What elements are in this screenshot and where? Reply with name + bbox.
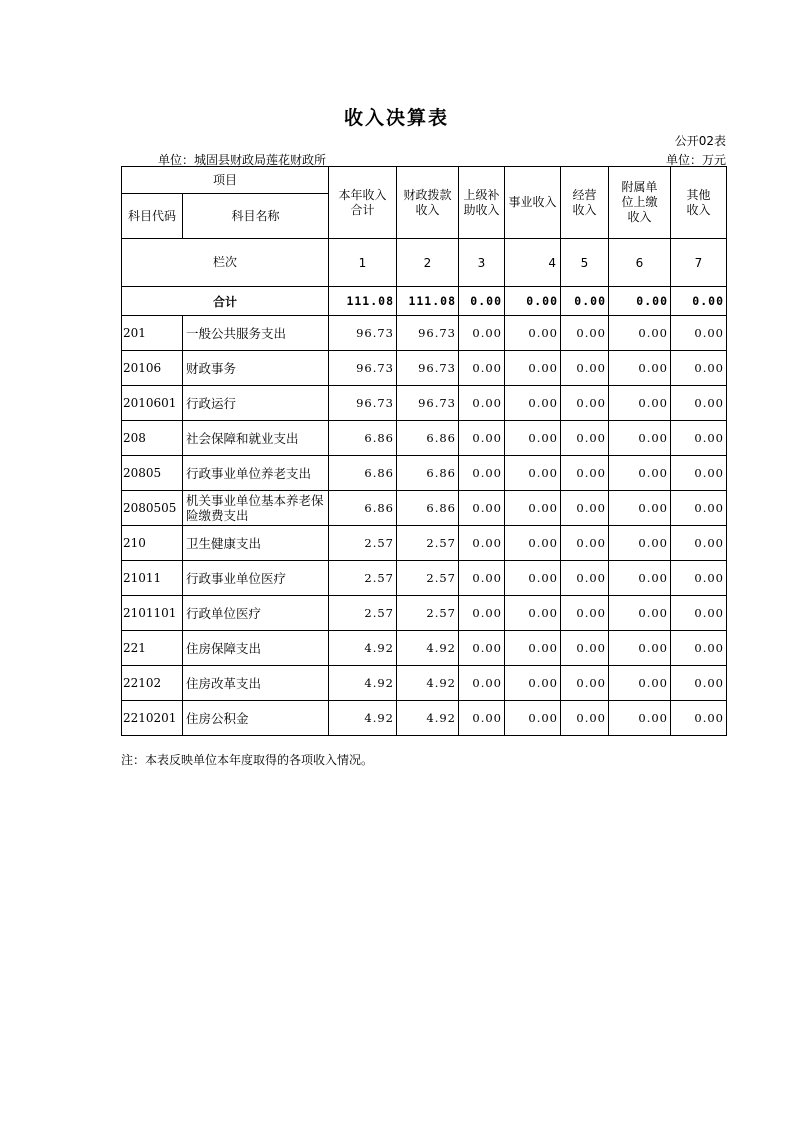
index-cell: 7 [671, 239, 727, 287]
subject-code-cell: 210 [122, 526, 183, 561]
amount-cell: 0.00 [561, 701, 609, 736]
subject-code-cell: 221 [122, 631, 183, 666]
total-cell: 111.08 [329, 287, 397, 316]
table-row [122, 386, 727, 421]
subject-name-cell: 住房改革支出 [183, 666, 329, 701]
amount-cell: 0.00 [561, 666, 609, 701]
total-cell: 0.00 [505, 287, 561, 316]
table-note: 注：本表反映单位本年度取得的各项收入情况。 [121, 753, 374, 767]
amount-cell: 0.00 [671, 421, 727, 456]
amount-cell: 0.00 [505, 596, 561, 631]
amount-cell: 0.00 [609, 631, 671, 666]
amount-cell: 0.00 [609, 386, 671, 421]
amount-cell: 0.00 [609, 316, 671, 351]
amount-cell: 0.00 [459, 596, 505, 631]
amount-cell: 0.00 [561, 316, 609, 351]
amount-cell: 0.00 [671, 701, 727, 736]
project-header: 项目 [122, 167, 329, 194]
table-row [122, 351, 727, 386]
amount-cell: 6.86 [329, 491, 397, 526]
col-header-business: 事业收入 [505, 167, 561, 239]
amount-cell: 0.00 [459, 456, 505, 491]
subject-code-cell: 2210201 [122, 701, 183, 736]
amount-cell: 0.00 [609, 561, 671, 596]
subject-name-cell: 行政事业单位医疗 [183, 561, 329, 596]
amount-cell: 0.00 [561, 421, 609, 456]
amount-cell: 96.73 [329, 351, 397, 386]
amount-cell: 4.92 [397, 666, 459, 701]
amount-cell: 0.00 [609, 456, 671, 491]
subject-code-cell: 20106 [122, 351, 183, 386]
amount-cell: 2.57 [397, 596, 459, 631]
amount-cell: 0.00 [505, 491, 561, 526]
amount-cell: 4.92 [329, 631, 397, 666]
total-cell: 0.00 [671, 287, 727, 316]
amount-cell: 0.00 [505, 456, 561, 491]
amount-cell: 0.00 [671, 351, 727, 386]
subject-code-cell: 208 [122, 421, 183, 456]
subject-code-cell: 201 [122, 316, 183, 351]
subject-name-cell: 住房保障支出 [183, 631, 329, 666]
table-row [122, 526, 727, 561]
subject-name-cell: 行政单位医疗 [183, 596, 329, 631]
amount-cell: 0.00 [505, 386, 561, 421]
amount-cell: 0.00 [459, 526, 505, 561]
amount-cell: 0.00 [505, 666, 561, 701]
amount-cell: 0.00 [609, 421, 671, 456]
amount-cell: 0.00 [561, 456, 609, 491]
amount-cell: 4.92 [329, 701, 397, 736]
amount-cell: 0.00 [459, 561, 505, 596]
table-row [122, 316, 727, 351]
amount-cell: 0.00 [609, 701, 671, 736]
amount-cell: 2.57 [397, 561, 459, 596]
amount-cell: 0.00 [561, 351, 609, 386]
amount-cell: 0.00 [671, 631, 727, 666]
amount-cell: 0.00 [505, 701, 561, 736]
amount-cell: 96.73 [329, 386, 397, 421]
subject-name-cell: 住房公积金 [183, 701, 329, 736]
amount-cell: 0.00 [459, 316, 505, 351]
subject-name-cell: 一般公共服务支出 [183, 316, 329, 351]
amount-cell: 0.00 [459, 631, 505, 666]
amount-cell: 0.00 [671, 316, 727, 351]
page-title: 收入决算表 [343, 107, 449, 129]
index-cell: 2 [397, 239, 459, 287]
currency-unit: 单位：万元 [665, 153, 726, 167]
table-row [122, 666, 727, 701]
amount-cell: 96.73 [329, 316, 397, 351]
col-header-fiscal: 财政拨款 收入 [397, 167, 459, 239]
col-header-subsidy: 上级补 助收入 [459, 167, 505, 239]
amount-cell: 0.00 [609, 491, 671, 526]
index-cell: 4 [505, 239, 561, 287]
amount-cell: 0.00 [671, 561, 727, 596]
subject-code-cell: 2080505 [122, 491, 183, 526]
amount-cell: 4.92 [329, 666, 397, 701]
table-row [122, 421, 727, 456]
table-row [122, 631, 727, 666]
subject-code-cell: 2010601 [122, 386, 183, 421]
amount-cell: 96.73 [397, 386, 459, 421]
amount-cell: 0.00 [561, 491, 609, 526]
index-cell: 3 [459, 239, 505, 287]
subject-code-cell: 2101101 [122, 596, 183, 631]
table-row [122, 701, 727, 736]
amount-cell: 4.92 [397, 631, 459, 666]
reporting-unit: 单位：城固县财政局莲花财政所 [158, 153, 327, 167]
form-number: 公开02表 [674, 134, 726, 148]
amount-cell: 0.00 [505, 631, 561, 666]
amount-cell: 0.00 [671, 666, 727, 701]
index-row-label: 栏次 [122, 239, 329, 287]
subject-name-cell: 行政运行 [183, 386, 329, 421]
amount-cell: 0.00 [561, 596, 609, 631]
subject-name-cell: 社会保障和就业支出 [183, 421, 329, 456]
index-cell: 1 [329, 239, 397, 287]
amount-cell: 6.86 [397, 491, 459, 526]
amount-cell: 0.00 [671, 386, 727, 421]
amount-cell: 0.00 [561, 526, 609, 561]
amount-cell: 0.00 [561, 386, 609, 421]
amount-cell: 2.57 [329, 561, 397, 596]
subject-name-cell: 机关事业单位基本养老保险缴费支出 [183, 491, 329, 526]
amount-cell: 0.00 [459, 421, 505, 456]
subject-name-cell: 行政事业单位养老支出 [183, 456, 329, 491]
total-cell: 0.00 [459, 287, 505, 316]
amount-cell: 0.00 [609, 666, 671, 701]
amount-cell: 2.57 [329, 596, 397, 631]
amount-cell: 0.00 [671, 491, 727, 526]
amount-cell: 0.00 [505, 526, 561, 561]
total-cell: 0.00 [561, 287, 609, 316]
amount-cell: 2.57 [329, 526, 397, 561]
subject-code-cell: 20805 [122, 456, 183, 491]
amount-cell: 96.73 [397, 316, 459, 351]
amount-cell: 0.00 [609, 596, 671, 631]
amount-cell: 6.86 [397, 421, 459, 456]
index-cell: 6 [609, 239, 671, 287]
amount-cell: 0.00 [459, 701, 505, 736]
amount-cell: 0.00 [671, 526, 727, 561]
subject-code-cell: 21011 [122, 561, 183, 596]
amount-cell: 6.86 [329, 421, 397, 456]
code-header: 科目代码 [122, 194, 183, 239]
table-row [122, 491, 727, 526]
col-header-affiliated: 附属单 位上缴 收入 [609, 167, 671, 239]
amount-cell: 6.86 [329, 456, 397, 491]
amount-cell: 0.00 [505, 351, 561, 386]
amount-cell: 0.00 [609, 526, 671, 561]
amount-cell: 0.00 [459, 666, 505, 701]
amount-cell: 0.00 [561, 631, 609, 666]
amount-cell: 0.00 [561, 561, 609, 596]
amount-cell: 0.00 [505, 561, 561, 596]
amount-cell: 2.57 [397, 526, 459, 561]
table-row [122, 456, 727, 491]
total-cell: 0.00 [609, 287, 671, 316]
amount-cell: 96.73 [397, 351, 459, 386]
amount-cell: 0.00 [459, 491, 505, 526]
amount-cell: 0.00 [671, 596, 727, 631]
amount-cell: 0.00 [459, 351, 505, 386]
amount-cell: 0.00 [671, 456, 727, 491]
income-statement-table [121, 166, 727, 736]
amount-cell: 0.00 [459, 386, 505, 421]
amount-cell: 0.00 [609, 351, 671, 386]
amount-cell: 0.00 [505, 316, 561, 351]
name-header: 科目名称 [183, 194, 329, 239]
amount-cell: 6.86 [397, 456, 459, 491]
total-row-label: 合计 [122, 287, 329, 316]
total-cell: 111.08 [397, 287, 459, 316]
col-header-total: 本年收入 合计 [329, 167, 397, 239]
subject-code-cell: 22102 [122, 666, 183, 701]
amount-cell: 4.92 [397, 701, 459, 736]
index-cell: 5 [561, 239, 609, 287]
subject-name-cell: 财政事务 [183, 351, 329, 386]
col-header-other: 其他 收入 [671, 167, 727, 239]
table-row [122, 561, 727, 596]
table-row [122, 596, 727, 631]
amount-cell: 0.00 [505, 421, 561, 456]
col-header-operating: 经营 收入 [561, 167, 609, 239]
subject-name-cell: 卫生健康支出 [183, 526, 329, 561]
